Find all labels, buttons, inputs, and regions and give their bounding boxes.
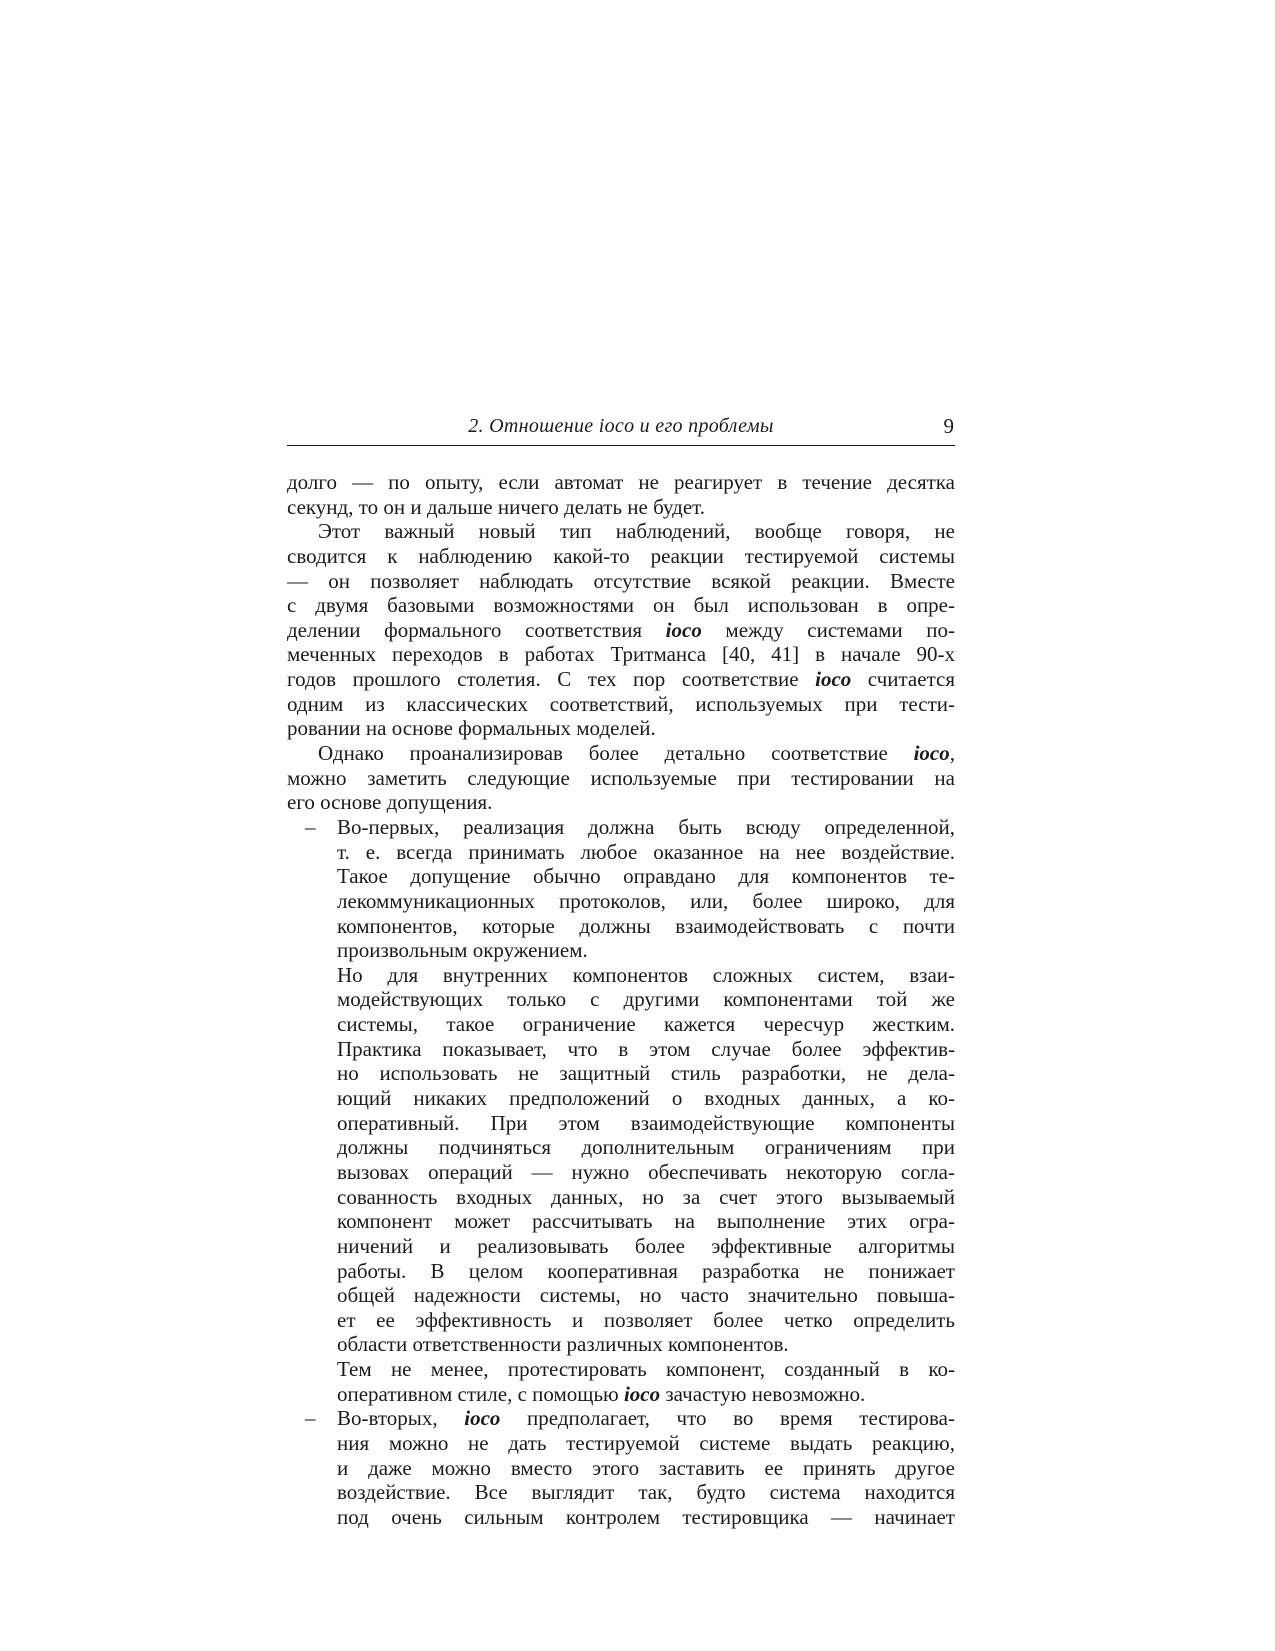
text-line: ния можно не дать тестируемой системе выдать реакцию, xyxy=(337,1430,955,1455)
text-line: с двумя базовыми возможностями он был использован в опре- xyxy=(287,593,955,618)
ioco-term: ioco xyxy=(464,1406,501,1431)
text-line: но использовать не защитный стиль разработки, не дела- xyxy=(337,1061,955,1086)
text-line: Практика показывает, что в этом случае более эффектив- xyxy=(337,1036,955,1061)
text-line: вызовах операций — нужно обеспечивать некоторую согла- xyxy=(337,1159,955,1184)
ioco-term: ioco xyxy=(665,617,702,642)
text-line: ровании на основе формальных моделей. xyxy=(287,716,656,741)
ioco-term: ioco xyxy=(623,1381,661,1406)
text-line: области ответственности различных компонентов. xyxy=(337,1332,789,1357)
text-line: Но для внутренних компонентов сложных систем, взаи- xyxy=(337,962,955,987)
list-cont xyxy=(287,1357,955,1406)
text-line: лекоммуникационных протоколов, или, более широко, для xyxy=(337,888,955,913)
text-line: компонент может рассчитывать на выполнение этих огра- xyxy=(337,1209,955,1234)
text-line: сованность входных данных, но за счет этого вызываемый xyxy=(337,1184,955,1209)
text-line: Тем не менее, протестировать компонент, созданный в ко- xyxy=(337,1357,955,1382)
text-line: модействующих только с другими компонентами той же xyxy=(337,987,955,1012)
text-line: должны подчиняться дополнительным ограничениям при xyxy=(337,1135,955,1160)
text-line: его основе допущения. xyxy=(287,790,493,815)
text-line: произвольным окружением. xyxy=(337,938,588,963)
text-line: оперативном стиле, с помощью ioco зачастую невозможно. xyxy=(337,1381,866,1406)
text-line: годов прошлого столетия. С тех пор соответствие ioco считается xyxy=(287,667,955,692)
running-header xyxy=(287,414,955,446)
text-line: Этот важный новый тип наблюдений, вообще говоря, не xyxy=(318,519,955,544)
text-line: — он позволяет наблюдать отсутствие всякой реакции. Вместе xyxy=(287,568,955,593)
text-line: ет ее эффективность и позволяет более четко определить xyxy=(337,1307,955,1332)
running-header-title: 2. Отношение ioco и его проблемы xyxy=(468,415,774,437)
list-item xyxy=(287,815,955,963)
page-number: 9 xyxy=(943,414,954,438)
text-line: Во-вторых, ioco предполагает, что во время тестирова- xyxy=(337,1406,955,1431)
text-line: долго — по опыту, если автомат не реагирует в течение десятка xyxy=(287,470,955,494)
text-line: общей надежности системы, но часто значительно повыша- xyxy=(337,1283,955,1308)
text-line: работы. В целом кооперативная разработка не понижает xyxy=(337,1258,955,1283)
list-item xyxy=(287,1406,955,1529)
text-block xyxy=(287,414,955,1530)
text-line: т. е. всегда принимать любое оказанное на нее воздействие. xyxy=(337,839,955,864)
text-line: компонентов, которые должны взаимодействовать с почти xyxy=(337,913,955,938)
text-line: сводится к наблюдению какой-то реакции тестируемой системы xyxy=(287,543,955,568)
ioco-term: ioco xyxy=(815,667,852,692)
text-line: системы, такое ограничение кажется чересчур жестким. xyxy=(337,1012,955,1037)
page-body xyxy=(287,470,955,1530)
text-line: секунд, то он и дальше ничего делать не будет. xyxy=(287,494,706,519)
ioco-term: ioco xyxy=(913,741,950,766)
text-line: одним из классических соответствий, используемых при тести- xyxy=(287,691,955,716)
list-marker: – xyxy=(305,1406,316,1431)
paragraph xyxy=(287,470,955,519)
text-line: Во-первых, реализация должна быть всюду определенной, xyxy=(337,814,955,839)
text-line: под очень сильным контролем тестировщика — начинает xyxy=(337,1504,955,1529)
text-line: Однако проанализировав более детально соответствие ioco, xyxy=(318,741,955,766)
text-line: ющий никаких предположений о входных данных, а ко- xyxy=(337,1086,955,1111)
text-line: можно заметить следующие используемые при тестировании на xyxy=(287,765,955,790)
list-marker: – xyxy=(305,814,316,839)
text-line: меченных переходов в работах Тритманса [40, 41] в начале 90-х xyxy=(287,642,955,667)
text-line: и даже можно вместо этого заставить ее принять другое xyxy=(337,1455,955,1480)
text-line: воздействие. Все выглядит так, будто система находится xyxy=(337,1480,955,1505)
text-line: оперативный. При этом взаимодействующие компоненты xyxy=(337,1110,955,1135)
list-cont xyxy=(287,963,955,1357)
text-line: Такое допущение обычно оправдано для компонентов те- xyxy=(337,864,955,889)
text-line: делении формального соответствия ioco между системами по- xyxy=(287,617,955,642)
paragraph xyxy=(287,519,955,741)
text-line: ничений и реализовывать более эффективные алгоритмы xyxy=(337,1233,955,1258)
paragraph xyxy=(287,741,955,815)
